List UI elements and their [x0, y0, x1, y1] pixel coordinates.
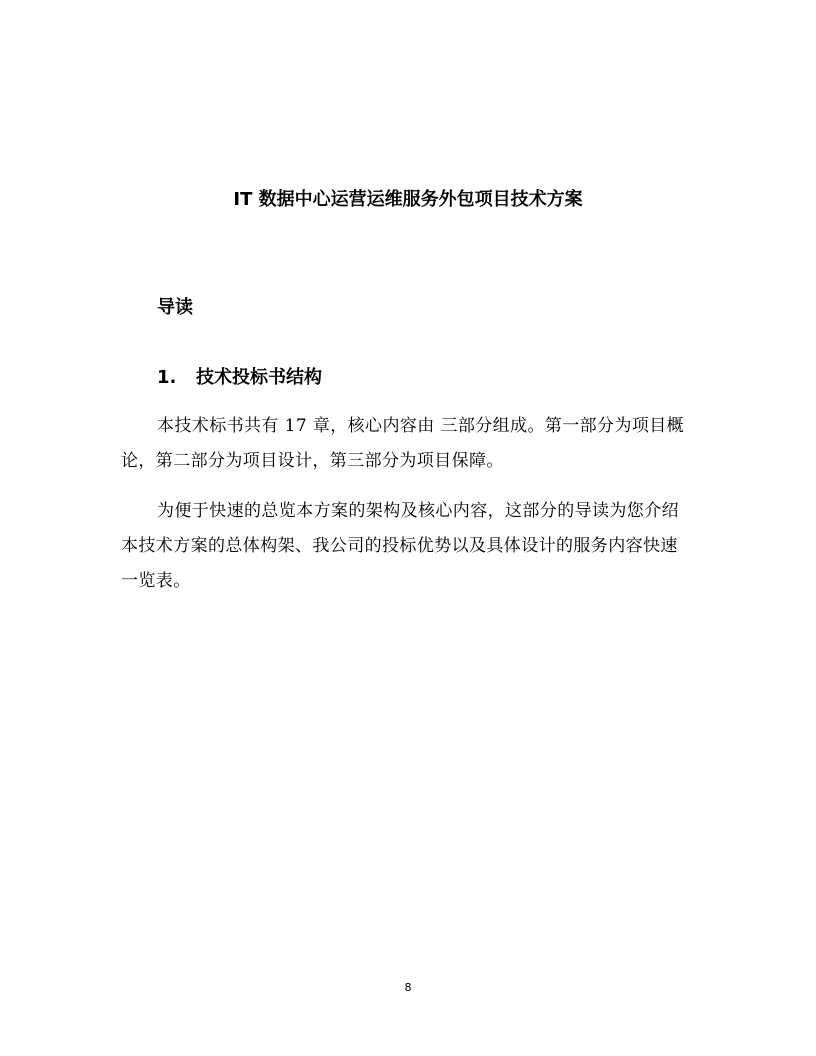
body-paragraph: 为便于快速的总览本方案的架构及核心内容，这部分的导读为您介绍本技术方案的总体构架、我公司的投标优势以及具体设计的服务内容快速一览表。 [121, 501, 679, 591]
subsection-heading [157, 364, 322, 392]
body-paragraph: 本技术标书共有 17 章，核心内容由 三部分组成。第一部分为项目概论，第二部分为项目设计，第三部分为项目保障。 [121, 416, 685, 471]
section-heading: 导读 [157, 297, 193, 318]
subsection-number: 1. [157, 367, 177, 388]
page-number: 8 [404, 981, 412, 994]
document-title: IT 数据中心运营运维服务外包项目技术方案 [233, 189, 583, 210]
subsection-title: 技术投标书结构 [196, 367, 322, 388]
